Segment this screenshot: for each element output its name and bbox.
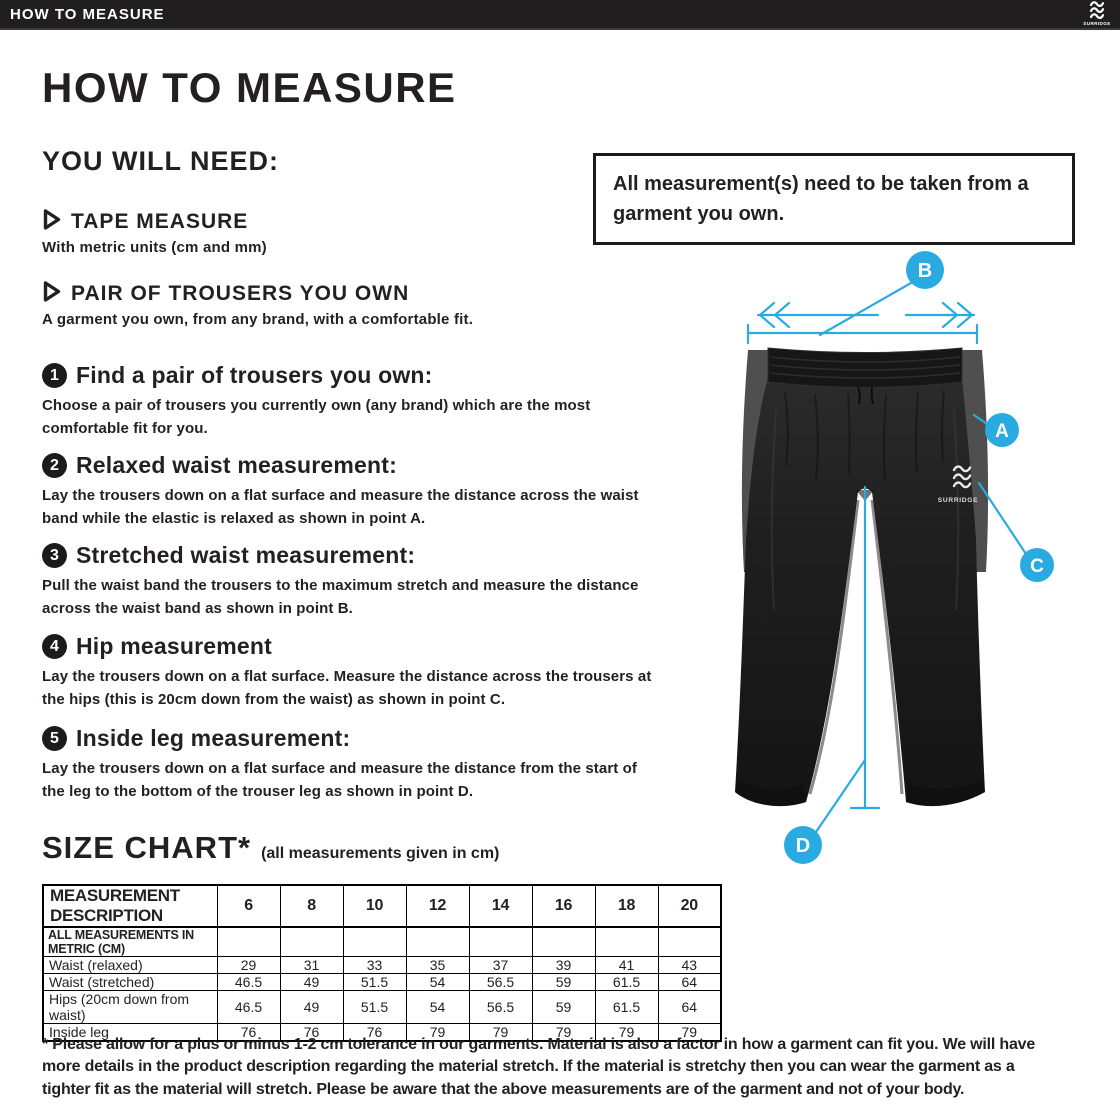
measurement-label-cell: Hips (20cm down from waist) bbox=[43, 991, 217, 1024]
measurement-value-cell: 64 bbox=[658, 974, 721, 991]
measurement-value-cell: 79 bbox=[406, 1024, 469, 1042]
measurement-value-cell: 64 bbox=[658, 991, 721, 1024]
measurement-value-cell: 29 bbox=[217, 957, 280, 974]
measurement-value-cell: 76 bbox=[217, 1024, 280, 1042]
measurement-value-cell: 54 bbox=[406, 991, 469, 1024]
measurement-value-cell: 61.5 bbox=[595, 974, 658, 991]
surridge-logo-icon bbox=[1080, 1, 1120, 28]
step-3 bbox=[42, 542, 660, 620]
page-title: HOW TO MEASURE bbox=[42, 64, 457, 111]
marker-a-letter: A bbox=[995, 421, 1009, 442]
modal-title-bar bbox=[0, 0, 1120, 30]
step-number-badge: 4 bbox=[42, 634, 67, 659]
measurement-value-cell: 56.5 bbox=[469, 991, 532, 1024]
need-item-title: TAPE MEASURE bbox=[71, 210, 249, 233]
empty-cell bbox=[217, 927, 280, 957]
measurement-value-cell: 56.5 bbox=[469, 974, 532, 991]
size-column-header: 10 bbox=[343, 885, 406, 927]
measurement-value-cell: 79 bbox=[532, 1024, 595, 1042]
measurement-value-cell: 35 bbox=[406, 957, 469, 974]
size-table bbox=[42, 884, 722, 1042]
measurement-label-cell: Waist (relaxed) bbox=[43, 957, 217, 974]
stretch-arrow-right bbox=[906, 303, 974, 327]
measurement-value-cell: 37 bbox=[469, 957, 532, 974]
measurement-value-cell: 46.5 bbox=[217, 991, 280, 1024]
measurement-value-cell: 76 bbox=[280, 1024, 343, 1042]
trousers-measurement-diagram bbox=[690, 240, 1120, 900]
metric-note-row bbox=[43, 927, 721, 957]
measurement-value-cell: 43 bbox=[658, 957, 721, 974]
step-number-badge: 5 bbox=[42, 726, 67, 751]
measurement-label-cell: Waist (stretched) bbox=[43, 974, 217, 991]
step-body: Lay the trousers down on a flat surface. Measure the distance across the trousers at the hips (this is 20cm down from the waist) as shown in point C. bbox=[42, 668, 652, 708]
size-table-row bbox=[43, 957, 721, 974]
size-column-header: 14 bbox=[469, 885, 532, 927]
marker-d-pointer-line bbox=[816, 760, 865, 832]
step-body: Lay the trousers down on a flat surface and measure the distance across the waist band while the elastic is relaxed as shown in point A. bbox=[42, 487, 639, 527]
metric-note-cell: ALL MEASUREMENTS IN METRIC (CM) bbox=[43, 927, 217, 957]
step-number-badge: 3 bbox=[42, 543, 67, 568]
marker-b-pointer-line bbox=[820, 283, 911, 335]
empty-cell bbox=[280, 927, 343, 957]
step-title: Find a pair of trousers you own: bbox=[76, 362, 433, 388]
step-number-badge: 2 bbox=[42, 453, 67, 478]
measurement-value-cell: 51.5 bbox=[343, 991, 406, 1024]
measurement-value-cell: 51.5 bbox=[343, 974, 406, 991]
you-will-need-heading: YOU WILL NEED: bbox=[42, 146, 280, 176]
measurement-value-cell: 41 bbox=[595, 957, 658, 974]
need-item-subtitle: With metric units (cm and mm) bbox=[42, 239, 267, 256]
stretch-arrow-left bbox=[758, 303, 878, 327]
step-number-badge: 1 bbox=[42, 363, 67, 388]
need-item-trousers bbox=[42, 280, 642, 328]
need-item-tape-measure bbox=[42, 208, 642, 256]
triangle-bullet-icon bbox=[42, 280, 62, 308]
size-column-header: 12 bbox=[406, 885, 469, 927]
marker-c-letter: C bbox=[1030, 556, 1044, 577]
step-body: Choose a pair of trousers you currently own (any brand) which are the most comfortable fit for you. bbox=[42, 397, 591, 437]
size-table-row bbox=[43, 974, 721, 991]
need-item-subtitle: A garment you own, from any brand, with a comfortable fit. bbox=[42, 311, 474, 328]
size-column-header: 20 bbox=[658, 885, 721, 927]
size-table-header-row bbox=[43, 885, 721, 927]
empty-cell bbox=[343, 927, 406, 957]
measurement-value-cell: 59 bbox=[532, 991, 595, 1024]
measurement-label-cell: Inside leg bbox=[43, 1024, 217, 1042]
modal-title: HOW TO MEASURE bbox=[10, 5, 165, 23]
empty-cell bbox=[595, 927, 658, 957]
need-item-title: PAIR OF TROUSERS YOU OWN bbox=[71, 282, 410, 305]
garment-logo-wordmark: SURRIDGE bbox=[937, 497, 979, 504]
measurement-value-cell: 79 bbox=[595, 1024, 658, 1042]
measurement-value-cell: 79 bbox=[469, 1024, 532, 1042]
size-table-row bbox=[43, 991, 721, 1024]
marker-b-letter: B bbox=[917, 260, 933, 282]
measurement-value-cell: 54 bbox=[406, 974, 469, 991]
step-body: Pull the waist band the trousers to the maximum stretch and measure the distance across the waist band as shown in point B. bbox=[42, 577, 639, 617]
measurement-value-cell: 49 bbox=[280, 991, 343, 1024]
step-5 bbox=[42, 725, 660, 803]
triangle-bullet-icon bbox=[42, 208, 62, 236]
empty-cell bbox=[406, 927, 469, 957]
size-chart-subheading: (all measurements given in cm) bbox=[261, 845, 500, 862]
measurement-description-header: MEASUREMENT DESCRIPTION bbox=[43, 885, 217, 927]
size-column-header: 8 bbox=[280, 885, 343, 927]
measurement-value-cell: 39 bbox=[532, 957, 595, 974]
measurement-value-cell: 59 bbox=[532, 974, 595, 991]
tolerance-disclaimer: * Please allow for a plus or minus 1-2 cm tolerance in our garments. Material is also a factor in how a garment can fit you. We will have more details in the product description regarding the material stretch. If the material is stretchy then you can wear the garment as a tighter fit as the material will stretch. Please be aware that the above measurements are of the garment and not of your body. bbox=[42, 1036, 1036, 1098]
empty-cell bbox=[532, 927, 595, 957]
measurement-value-cell: 31 bbox=[280, 957, 343, 974]
step-title: Stretched waist measurement: bbox=[76, 542, 416, 568]
step-body: Lay the trousers down on a flat surface and measure the distance from the start of the leg to the bottom of the trouser leg as shown in point D. bbox=[42, 760, 638, 800]
step-2 bbox=[42, 452, 660, 530]
step-4 bbox=[42, 633, 660, 711]
empty-cell bbox=[469, 927, 532, 957]
size-column-header: 18 bbox=[595, 885, 658, 927]
size-chart-heading: SIZE CHART* bbox=[42, 830, 252, 865]
step-title: Hip measurement bbox=[76, 633, 273, 659]
measurement-value-cell: 76 bbox=[343, 1024, 406, 1042]
size-column-header: 6 bbox=[217, 885, 280, 927]
measurement-value-cell: 46.5 bbox=[217, 974, 280, 991]
step-title: Relaxed waist measurement: bbox=[76, 452, 397, 478]
measurement-value-cell: 33 bbox=[343, 957, 406, 974]
measurement-value-cell: 79 bbox=[658, 1024, 721, 1042]
step-title: Inside leg measurement: bbox=[76, 725, 351, 751]
empty-cell bbox=[658, 927, 721, 957]
marker-d-letter: D bbox=[795, 835, 811, 857]
measurement-value-cell: 61.5 bbox=[595, 991, 658, 1024]
measurement-notice: All measurement(s) need to be taken from a garment you own. bbox=[593, 153, 1075, 245]
measurement-value-cell: 49 bbox=[280, 974, 343, 991]
size-column-header: 16 bbox=[532, 885, 595, 927]
surridge-wordmark: SURRIDGE bbox=[1083, 20, 1111, 26]
step-1 bbox=[42, 362, 660, 440]
